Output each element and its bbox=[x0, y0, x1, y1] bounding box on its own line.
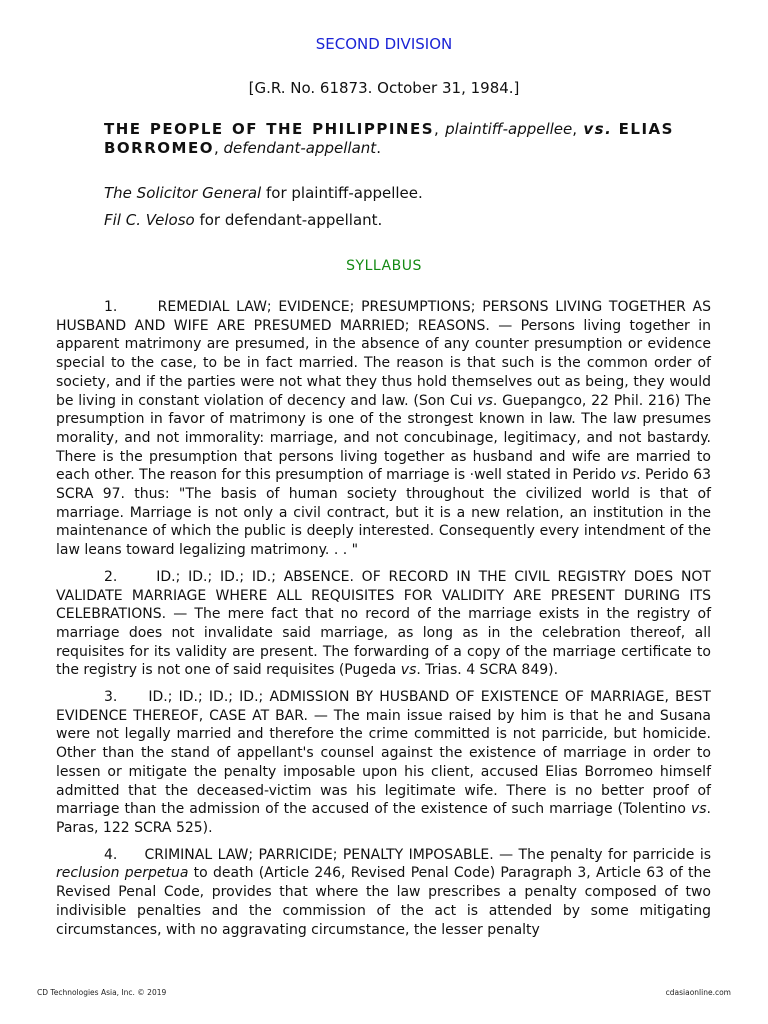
footer-website-link[interactable]: cdasiaonline.com bbox=[665, 988, 731, 997]
footer-copyright: CD Technologies Asia, Inc. © 2019 bbox=[37, 988, 167, 997]
defendant-counsel: Fil C. Veloso bbox=[104, 211, 195, 229]
syllabus-paragraph-2 bbox=[56, 568, 711, 680]
paragraph-text: . Trias. 4 SCRA 849). bbox=[416, 662, 559, 679]
syllabus-paragraph-1 bbox=[56, 298, 711, 560]
paragraph-text: . Perido 63 SCRA 97. thus: "The basis of human society throughout the civilized world is that of marriage. Marriage is not only a civil contract, but it is a new relation, an institution in the maintenance of which the public is deeply interested. Consequently every intendment of the law leans toward legalizing matrimony. . . " bbox=[56, 467, 711, 559]
paragraph-italic: reclusion perpetua bbox=[56, 865, 189, 882]
paragraph-text: 4. CRIMINAL LAW; PARRICIDE; PENALTY IMPOSABLE. — The penalty for parricide is bbox=[104, 846, 711, 863]
paragraph-text: . Guepangco, 22 Phil. 216) The presumption in favor of matrimony is one of the strongest known in law. The law presumes morality, and not immorality: marriage, and not concubinage, legitimacy, and not bastardy. There is the presumption that persons living together as husband and wife are married to each other. The reason for this presumption of marriage is ·well stated in Perido bbox=[56, 392, 711, 484]
syllabus-paragraph-4 bbox=[56, 846, 711, 940]
parties-sep-1: , bbox=[434, 120, 446, 138]
paragraph-text: . Paras, 122 SCRA 525). bbox=[56, 801, 711, 836]
paragraph-italic: vs bbox=[620, 467, 637, 484]
paragraph-text: 1. REMEDIAL LAW; EVIDENCE; PRESUMPTIONS; PERSONS LIVING TOGETHER AS HUSBAND AND WIFE ARE PRESUMED MARRIED; REASONS. — Persons living together in apparent matrimony are presumed, in the absence of any counter presumption or evidence special to the case, to be in fact married. The reason is that such is the common order of society, and if the parties were not what they thus hold themselves out as being, they would be living in constant violation of decency and law. (Son Cui bbox=[56, 299, 711, 409]
paragraph-text: to death (Article 246, Revised Penal Code) Paragraph 3, Article 63 of the Revised Penal Code, provides that where the law prescribes a penalty composed of two indivisible penalties and the commission of the act is attended by some mitigating circumstances, with no aggravating circumstance, the lesser penalty bbox=[56, 865, 711, 938]
paragraph-text: 2. ID.; ID.; ID.; ID.; ABSENCE. OF RECORD IN THE CIVIL REGISTRY DOES NOT VALIDATE MARRIAGE WHERE ALL REQUISITES FOR VALIDITY ARE PRESENT DURING ITS CELEBRATIONS. — The mere fact that no record of the marriage exists in the registry of marriage does not invalidate said marriage, as long as in the celebration thereof, all requisites for its validity are present. The forwarding of a copy of the marriage certificate to the registry is not one of said requisites (Pugeda bbox=[56, 568, 711, 679]
defendant-counsel-text: for defendant-appellant. bbox=[194, 211, 383, 229]
syllabus-heading: SYLLABUS bbox=[346, 258, 422, 274]
plaintiff-counsel-text: for plaintiff-appellee. bbox=[261, 184, 423, 202]
defendant-name: ELIAS BORROMEO bbox=[104, 120, 674, 157]
case-number: [G.R. No. 61873. October 31, 1984.] bbox=[248, 79, 520, 97]
division-heading: SECOND DIVISION bbox=[315, 35, 453, 53]
plaintiff-counsel-line bbox=[104, 184, 423, 202]
syllabus-paragraph-3 bbox=[56, 688, 711, 838]
plaintiff-name: THE PEOPLE OF THE PHILIPPINES bbox=[104, 120, 435, 138]
parties-sep-2: , bbox=[572, 120, 584, 138]
versus-label: vs. bbox=[583, 120, 613, 138]
defendant-role: defendant-appellant bbox=[223, 139, 377, 157]
defendant-counsel-line bbox=[104, 211, 382, 229]
syllabus-body bbox=[56, 298, 711, 947]
parties-sep-4: , bbox=[213, 139, 224, 157]
case-parties bbox=[104, 120, 674, 158]
paragraph-italic: vs bbox=[400, 662, 417, 679]
paragraph-text: 3. ID.; ID.; ID.; ID.; ADMISSION BY HUSBAND OF EXISTENCE OF MARRIAGE, BEST EVIDENCE THEREOF, CASE AT BAR. — The main issue raised by him is that he and Susana were not legally married and therefore the crime committed is not parricide, but homicide. Other than the stand of appellant's counsel against the existence of marriage in order to lessen or mitigate the penalty imposable upon his client, accused Elias Borromeo himself admitted that the deceased-victim was his legitimate wife. There is no better proof of marriage than the admission of the accused of the existence of such marriage (Tolentino bbox=[56, 689, 711, 818]
plaintiff-counsel: The Solicitor General bbox=[104, 184, 262, 202]
paragraph-italic: vs bbox=[690, 801, 707, 818]
paragraph-italic: vs bbox=[477, 392, 493, 409]
parties-end: . bbox=[376, 139, 381, 157]
plaintiff-role: plaintiff-appellee bbox=[445, 120, 573, 138]
